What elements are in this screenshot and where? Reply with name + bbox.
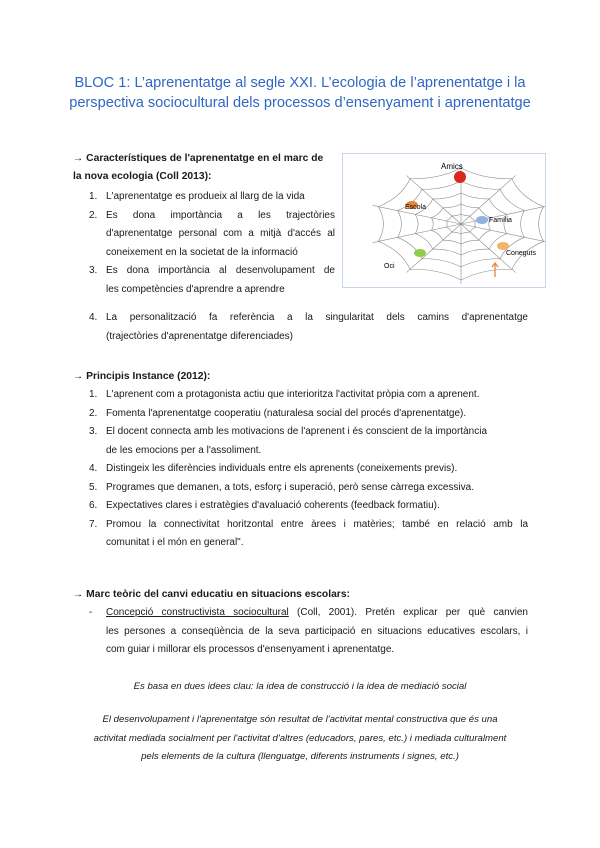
section1-heading-line1: → Característiques de l'aprenentatge en el marc de <box>73 153 324 164</box>
list-item: 5. Programes que demanen, a tots, esforç i superació, però sense càrrega excessiva. <box>89 481 474 493</box>
amics-node <box>454 171 466 183</box>
amics-label: Amics <box>441 162 463 171</box>
familia-label: Família <box>489 217 512 224</box>
escola-label: Escola <box>405 204 427 211</box>
section2-heading: → Principis Instance (2012): <box>73 371 211 382</box>
section1-heading-line2: la nova ecologia (Coll 2013): <box>73 171 212 182</box>
list-item: 4. La personalització fa referència a la singularitat dels camins d'aprenentatge (trajectòries d'aprenentatge diferenciades) <box>89 312 528 342</box>
familia-node <box>476 216 488 224</box>
list-item: 3. El docent connecta amb les motivacions de l'aprenent i és conscient de la importància de les emocions per a l'assoliment. <box>89 426 488 456</box>
development-note: El desenvolupament i l'aprenentatge són resultat de l'activitat mental constructiva que és una activitat mediada socialment per l'activitat d'altres (educadors, pares, etc.) i mediada culturalment pels elements de la cultura (llenguatge, diferents instruments i signes, etc.) <box>93 714 507 762</box>
coneguts-label: Coneguts <box>506 250 536 257</box>
section1-list-cont <box>73 309 528 346</box>
section2-list <box>73 386 528 553</box>
bullet-dash: - <box>89 607 93 618</box>
list-item: 4. Distingeix les diferències individuals entre els aprenents (coneixements previs). <box>89 463 458 474</box>
list-item: 2. Es dona importància a les trajectòries d'aprenentatge personal com a mitjà d'accés al coneixement en la societat de la informació <box>89 209 335 258</box>
learning-ecology-web-figure <box>342 153 546 288</box>
section3-heading: → Marc teòric del canvi educatiu en situacions escolars: <box>73 589 350 600</box>
web-spoke <box>461 224 545 243</box>
concept-link[interactable]: Concepció constructivista sociocultural <box>106 607 289 618</box>
key-ideas-note: Es basa en dues idees clau: la idea de construcció i la idea de mediació social <box>133 681 467 692</box>
list-item: 6. Expectatives clares i estratègies d'avaluació coherents (feedback formatiu). <box>89 500 440 511</box>
list-item: 1. L'aprenent com a protagonista actiu que interioritza l'activitat pròpia com a aprenent. <box>89 389 480 400</box>
web-spoke <box>373 224 461 243</box>
section1-list <box>73 188 335 299</box>
list-item: 3. Es dona importància al desenvolupament de les competències d'aprendre a aprendre <box>89 265 335 295</box>
oci-node <box>414 249 426 257</box>
oci-label: Oci <box>384 263 395 270</box>
list-item: 7. Promou la connectivitat horitzontal entre àrees i matèries; també en relació amb la comunitat i el món en general". <box>89 518 528 548</box>
page-title: BLOC 1: L’aprenentatge al segle XXI. L’ecologia de l’aprenentatge i la perspectiva sociocultural dels processos d’ensenyament i aprenentatge <box>69 75 531 111</box>
concept-paragraph: Concepció constructivista sociocultural (Coll, 2001). Pretén explicar per què canvien les persones a conseqüència de la seva participació en situacions educatives escolars, i com guiar i millorar els processos d'ensenyament i aprenentatge. <box>106 607 528 655</box>
web-diagram <box>343 154 545 287</box>
list-item: 2. Fomenta l'aprenentatge cooperatiu (naturalesa social del procés d'aprenentatge). <box>89 407 467 419</box>
list-item: 1. L'aprenentatge es produeix al llarg de la vida <box>89 191 305 202</box>
coneguts-node <box>497 242 509 250</box>
